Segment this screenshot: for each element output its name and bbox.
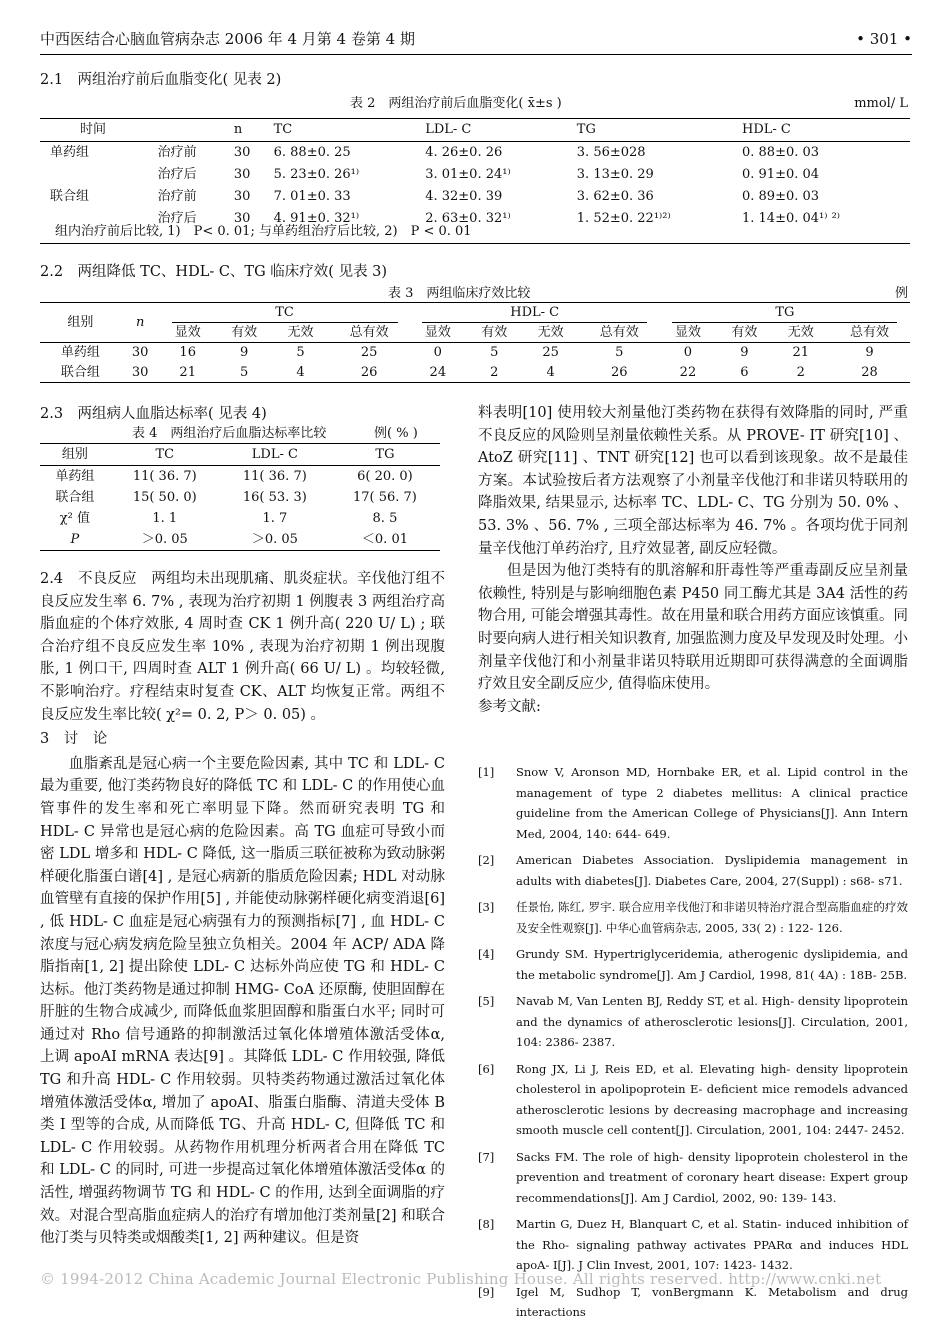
reference-text: Martin G, Duez H, Blanquart C, et al. Statin- induced inhibition of the Rho- signaling pathway activates PPARα and induces HDL apoA- I[J]. J Clin Invest, 2001, 107: 1423- 1432. bbox=[516, 1217, 908, 1272]
table2-cell: 治疗后 bbox=[157, 167, 197, 183]
t3-h-sub: 显效 bbox=[660, 323, 716, 343]
table4-cell: ＞0. 05 bbox=[110, 529, 220, 551]
table2-cell: 30 bbox=[233, 189, 251, 205]
reference-number: [3] bbox=[478, 900, 495, 914]
table3-sub-row bbox=[40, 323, 910, 343]
table2-cell: 治疗前 bbox=[157, 145, 197, 161]
table2-cell bbox=[40, 164, 154, 186]
t2-h-tc: TC bbox=[270, 119, 422, 142]
table2-cell: 6. 88±0. 25 bbox=[273, 145, 351, 161]
table2-cell: 1. 52±0. 22¹⁾²⁾ bbox=[576, 211, 671, 227]
table2-cell: 4. 91±0. 32¹⁾ bbox=[273, 211, 360, 227]
t4-header-cell: 组别 bbox=[40, 444, 110, 466]
reference-text: 任景怡, 陈红, 罗宇. 联合应用辛伐他汀和非诺贝特治疗混合型高脂血症的疗效及安全性观察[J]. 中华心血管病杂志, 2005, 33( 2) : 122- 126. bbox=[516, 900, 908, 935]
discussion-para: 血脂紊乱是冠心病一个主要危险因素, 其中 TC 和 LDL- C 最为重要, 他汀类药物良好的降低 TC 和 LDL- C 的作用使心血管事件的发生率和死亡率明显下降。然而研究表明 TG 和 HDL- C 异常也是冠心病的危险因素。高 TG 血症可导致小而密 LDL 增多和 HDL- C 降低, 这一脂质三联征被称为致动脉粥样硬化脂蛋白谱[4] , 是冠心病新的脂质危险因素; HDL 对动脉血管壁有直接的保护作用[5] , 并能使动脉粥样硬化病变消退[6] , 低 HDL- C 血症是冠心病强有力的预测指标[7] , 血 HDL- C 浓度与冠心病发病危险呈独立负相关。2004 年 ACP/ ADA 降脂指南[1, 2] 提出除使 LDL- C 达标外尚应使 TG 和 HDL- C 达标。他汀类药物是通过抑制 HMG- CoA 还原酶, 使胆固醇在肝脏的生物合成减少, 而降低血浆胆固醇和脂蛋白水平; 同时可通过对 Rho 信号通路的抑制激活过氧化体增殖体激活受体α, 上调 apoAI mRNA 表达[9] 。其降低 LDL- C 作用较强, 降低 TG 和升高 HDL- C 作用较弱。贝特类药物通过激活过氧化体增殖体激活受体α, 增加了 apoAI、脂蛋白脂酶、清道夫受体 B 类 I 型等的合成, 从而降低 TG、升高 HDL- C, 但降低 TC 和 LDL- C 作用较弱。从药物作用机理分析两者合用在降低 TC 和 LDL- C 的同时, 可进一步提高过氧化体增殖体激活受体α 的活性, 增强药物调节 TG 和 HDL- C 的作用, 达到全面调脂的疗效。对混合型高脂血症病人的治疗有增加他汀类剂量[2] 和联合他汀类与贝特类或烟酸类[1, 2] 两种建议。但是资 bbox=[40, 755, 445, 1247]
table4-cell: 1. 1 bbox=[152, 510, 178, 526]
reference-text: Snow V, Aronson MD, Hornbake ER, et al. Lipid control in the management of type 2 diabetes mellitus: A clinical practice guideline from the American College of Physicians[J]. Ann Intern Med, 2004, 140: 644- 649. bbox=[516, 765, 908, 841]
table3-cell: 5 bbox=[216, 363, 272, 383]
table3 bbox=[40, 302, 910, 383]
table2-cell: 3. 13±0. 29 bbox=[576, 167, 654, 183]
t3-h-sub: 总有效 bbox=[829, 323, 910, 343]
table3-cell: 4 bbox=[522, 363, 578, 383]
table2-cell: 30 bbox=[233, 145, 251, 161]
table2-caption: 表 2 两组治疗前后血脂变化( x̄±s ) bbox=[350, 96, 562, 111]
table4-cell: 6( 20. 0) bbox=[357, 468, 413, 484]
reference-text: Rong JX, Li J, Reis ED, et al. Elevating high- density lipoprotein cholesterol in apolipoprotein E- deficient mice remodels advanced atherosclerotic lesions by decreasing macrophage and increasing smooth muscle cell content[J]. Circulation, 2001, 104: 2447- 2452. bbox=[516, 1061, 908, 1137]
right-para-1: 料表明[10] 使用较大剂量他汀类药物在获得有效降脂的同时, 严重不良反应的风险则呈剂量依赖性关系。从 PROVE- IT 研究[10] 、AtoZ 研究[11] 、TNT 研究[12] 也可以看到该现象。故不是最佳方案。本试验按后者方法观察了小剂量辛伐他汀和非诺贝特联用的降脂效果, 结果显示, 达标率 TC、LDL- C、TG 分别为 50. 0% 、53. 3% 、56. 7% , 三项全部达标率为 46. 7% 。各项均优于同剂量辛伐他汀单药治疗, 且疗效显著, 副反应轻微。 bbox=[478, 405, 908, 557]
table4-cell: 11( 36. 7) bbox=[132, 468, 197, 484]
table3-cell: 单药组 bbox=[60, 345, 100, 360]
table4-row bbox=[40, 508, 440, 529]
table4-row bbox=[40, 487, 440, 508]
table3-cell: 26 bbox=[329, 363, 410, 383]
reference-item bbox=[478, 1214, 908, 1276]
table4-caption: 表 4 两组治疗后血脂达标率比较 bbox=[132, 426, 327, 441]
table3-cell: 5 bbox=[296, 345, 305, 360]
references-heading: 参考文献: bbox=[478, 698, 541, 715]
references-list bbox=[478, 762, 908, 1329]
table3-cell: 21 bbox=[792, 345, 810, 360]
table3-cell: 26 bbox=[579, 363, 660, 383]
t3-h-sub: 显效 bbox=[159, 323, 215, 343]
table3-row bbox=[40, 343, 910, 363]
section-2-3-heading: 2.3 两组病人血脂达标率( 见表 4) bbox=[40, 406, 267, 422]
table4-cell: 17( 56. 7) bbox=[352, 489, 417, 505]
reference-number: [1] bbox=[478, 765, 495, 779]
table2-row bbox=[40, 142, 910, 165]
table2-cell: 1. 14±0. 04¹⁾ ²⁾ bbox=[742, 211, 840, 227]
reference-text: Sacks FM. The role of high- density lipoprotein cholesterol in the prevention and treatment of coronary heart disease: Expert group recommendations[J]. Am J Cardiol, 2002, 90: 139- 143. bbox=[516, 1149, 908, 1205]
t3-h-group: 组别 bbox=[40, 303, 121, 343]
t2-h-n: n bbox=[230, 119, 270, 142]
t3-h-group-0: TC bbox=[159, 303, 409, 323]
t3-h-sub: 显效 bbox=[410, 323, 466, 343]
reference-number: [6] bbox=[478, 1061, 495, 1076]
reference-text: American Diabetes Association. Dyslipidemia management in adults with diabetes[J]. Diabetes Care, 2004, 27(Suppl) : s68- s71. bbox=[516, 853, 908, 888]
t2-h-hdl: HDL- C bbox=[738, 119, 910, 142]
right-para-2: 但是因为他汀类特有的肌溶解和肝毒性等严重毒副反应呈剂量依赖性, 特别是与影响细胞色素 P450 同工酶尤其是 3A4 活性的药物合用, 可能会增强其毒性。故在用量和联合用药方面应该慎重。同时要向病人进行相关知识教育, 加强监测力度及早发现及时处理。小剂量辛伐他汀和小剂量非诺贝特联用近期即可获得满意的全面调脂疗效且安全副反应少, 值得临床使用。 bbox=[478, 563, 908, 693]
reference-item bbox=[478, 944, 908, 985]
table3-cell: 4 bbox=[272, 363, 328, 383]
table3-group-row bbox=[40, 303, 910, 323]
table3-cell: 30 bbox=[121, 363, 160, 383]
t2-h-time: 时间 bbox=[40, 119, 154, 142]
table3-cell: 联合组 bbox=[40, 363, 121, 383]
t2-h-blank bbox=[154, 119, 230, 142]
table4-cell: ＜0. 01 bbox=[330, 529, 440, 551]
t2-h-ldl: LDL- C bbox=[421, 119, 573, 142]
table4-cell: 11( 36. 7) bbox=[242, 468, 307, 484]
table2-cell: 30 bbox=[233, 211, 251, 227]
table2-cell: 3. 56±028 bbox=[576, 145, 646, 161]
t3-h-sub: 有效 bbox=[216, 323, 272, 343]
table2-cell: 2. 63±0. 32¹⁾ bbox=[425, 211, 511, 227]
table4-cell: ＞0. 05 bbox=[220, 529, 330, 551]
journal-title: 中西医结合心脑血管病杂志 2006 年 4 月第 4 卷第 4 期 bbox=[40, 30, 415, 48]
reference-number: [9] bbox=[478, 1284, 495, 1299]
table3-cell: 0 bbox=[433, 345, 442, 360]
adverse-reaction-para: 2.4 不良反应 两组均未出现肌痛、肌炎症状。辛伐他汀组不良反应发生率 6. 7% , 表现为治疗初期 1 例腹表 3 两组治疗高脂血症的个体疗效胀, 4 周时查 CK 1 例升高( 220 U/ L) ; 联合治疗组不良反应发生率 10% , 表现为治疗初期 1 例出现腹胀, 1 例口干, 四周时查 ALT 1 例升高( 66 U/ L) 。均较轻微, 不影响治疗。疗程结束时复查 CK、ALT 均恢复正常。两组不良反应发生率比较( χ²= 0. 2, P＞ 0. 05) 。 bbox=[40, 571, 445, 723]
table2 bbox=[40, 118, 910, 230]
table2-cell: 联合组 bbox=[50, 189, 90, 205]
page-number: • 301 • bbox=[856, 30, 912, 48]
table2-cell: 3. 01±0. 24¹⁾ bbox=[425, 167, 511, 183]
t3-h-group-1: HDL- C bbox=[410, 303, 660, 323]
table3-cell: 28 bbox=[829, 363, 910, 383]
t3-h-group-2: TG bbox=[660, 303, 910, 323]
t3-h-sub: 无效 bbox=[522, 323, 578, 343]
table3-cell: 5 bbox=[490, 345, 499, 360]
table4-row bbox=[40, 466, 440, 488]
reference-item bbox=[478, 850, 908, 891]
table3-cell: 6 bbox=[716, 363, 772, 383]
table2-cell: 7. 01±0. 33 bbox=[273, 189, 351, 205]
t3-h-sub: 有效 bbox=[716, 323, 772, 343]
table2-cell: 治疗前 bbox=[157, 189, 197, 205]
table4-unit: 例( % ) bbox=[374, 426, 418, 441]
table2-cell: 4. 26±0. 26 bbox=[425, 145, 503, 161]
table4-cell: χ² 值 bbox=[59, 510, 90, 526]
table3-cell: 25 bbox=[542, 345, 559, 360]
table3-cell: 2 bbox=[466, 363, 522, 383]
table4-cell: 8. 5 bbox=[372, 510, 398, 526]
table3-cell: 22 bbox=[660, 363, 716, 383]
t3-h-sub: 总有效 bbox=[579, 323, 660, 343]
reference-number: [8] bbox=[478, 1217, 495, 1231]
table4-row bbox=[40, 529, 440, 551]
table2-cell: 单药组 bbox=[50, 145, 90, 161]
table3-cell: 9 bbox=[865, 345, 874, 360]
t3-h-sub: 无效 bbox=[272, 323, 328, 343]
reference-text: Grundy SM. Hypertriglyceridemia, atherogenic dyslipidemia, and the metabolic syndrome[J]. Am J Cardiol, 1998, 81( 4A) : 18B- 25B. bbox=[516, 947, 908, 982]
table4 bbox=[40, 443, 440, 551]
reference-item bbox=[478, 991, 908, 1053]
table3-cell: 9 bbox=[740, 345, 749, 360]
table2-cell: 治疗后 bbox=[157, 211, 197, 227]
table3-row bbox=[40, 363, 910, 383]
t4-header-cell: TG bbox=[330, 444, 440, 466]
table3-cell: 16 bbox=[179, 345, 196, 360]
table4-header-row bbox=[40, 444, 440, 466]
table2-unit: mmol/ L bbox=[854, 96, 908, 111]
table2-cell: 4. 32±0. 39 bbox=[425, 189, 503, 205]
table2-row bbox=[40, 186, 910, 208]
reference-item bbox=[478, 897, 908, 938]
left-column bbox=[40, 568, 445, 1250]
table3-cell: 30 bbox=[131, 345, 149, 360]
table3-cell: 2 bbox=[773, 363, 829, 383]
t4-header-cell: TC bbox=[110, 444, 220, 466]
reference-number: [2] bbox=[478, 853, 495, 867]
table4-cell: 1. 7 bbox=[262, 510, 288, 526]
reference-item bbox=[478, 762, 908, 844]
t2-h-tg: TG bbox=[573, 119, 738, 142]
table3-cell: 21 bbox=[159, 363, 215, 383]
table2-cell: 0. 88±0. 03 bbox=[742, 145, 820, 161]
table3-caption: 表 3 两组临床疗效比较 bbox=[388, 286, 531, 301]
reference-number: [7] bbox=[478, 1149, 495, 1164]
table2-note: 组内治疗前后比较, 1) P< 0. 01; 与单药组治疗后比较, 2) P < 0. 01 bbox=[40, 222, 910, 244]
table2-cell: 3. 62±0. 36 bbox=[576, 189, 654, 205]
table2-cell: 0. 91±0. 04 bbox=[742, 167, 820, 183]
table3-cell: 24 bbox=[410, 363, 466, 383]
t3-h-n: n bbox=[121, 303, 160, 343]
reference-item bbox=[478, 1059, 908, 1141]
table4-cell: 16( 53. 3) bbox=[242, 489, 307, 505]
right-column bbox=[478, 402, 908, 718]
table4-cell: 单药组 bbox=[55, 468, 95, 484]
copyright-footer: © 1994-2012 China Academic Journal Electronic Publishing House. All rights reserved. http://www.cnki.net bbox=[40, 1270, 882, 1288]
table2-cell: 30 bbox=[233, 167, 251, 183]
table3-unit: 例 bbox=[894, 286, 908, 301]
table2-header-row bbox=[40, 119, 910, 142]
table4-cell: 联合组 bbox=[55, 489, 95, 505]
table4-cell: 15( 50. 0) bbox=[132, 489, 197, 505]
reference-item bbox=[478, 1147, 908, 1209]
section-2-2-heading: 2.2 两组降低 TC、HDL- C、TG 临床疗效( 见表 3) bbox=[40, 264, 388, 280]
running-header bbox=[40, 28, 912, 55]
table2-cell: 0. 89±0. 03 bbox=[742, 189, 820, 205]
table3-cell: 9 bbox=[239, 345, 249, 360]
discussion-heading: 3 讨 论 bbox=[40, 731, 108, 748]
table3-cell: 0 bbox=[683, 345, 693, 360]
table2-row bbox=[40, 164, 910, 186]
table3-cell: 5 bbox=[615, 345, 624, 360]
table4-cell: P bbox=[40, 529, 110, 551]
table2-cell: 5. 23±0. 26¹⁾ bbox=[273, 167, 360, 183]
reference-text: Igel M, Sudhop T, vonBergmann K. Metabolism and drug interactions bbox=[516, 1284, 908, 1319]
section-2-1-heading: 2.1 两组治疗前后血脂变化( 见表 2) bbox=[40, 72, 282, 88]
reference-text: Navab M, Van Lenten BJ, Reddy ST, et al. High- density lipoprotein and the dynamics of atherosclerotic lesions[J]. Circulation, 2001, 104: 2386- 2387. bbox=[516, 994, 908, 1049]
table3-cell: 25 bbox=[360, 345, 378, 360]
t3-h-sub: 有效 bbox=[466, 323, 522, 343]
t3-h-sub: 总有效 bbox=[329, 323, 410, 343]
reference-number: [4] bbox=[478, 947, 495, 961]
t3-h-sub: 无效 bbox=[773, 323, 829, 343]
reference-number: [5] bbox=[478, 994, 495, 1008]
t4-header-cell: LDL- C bbox=[220, 444, 330, 466]
